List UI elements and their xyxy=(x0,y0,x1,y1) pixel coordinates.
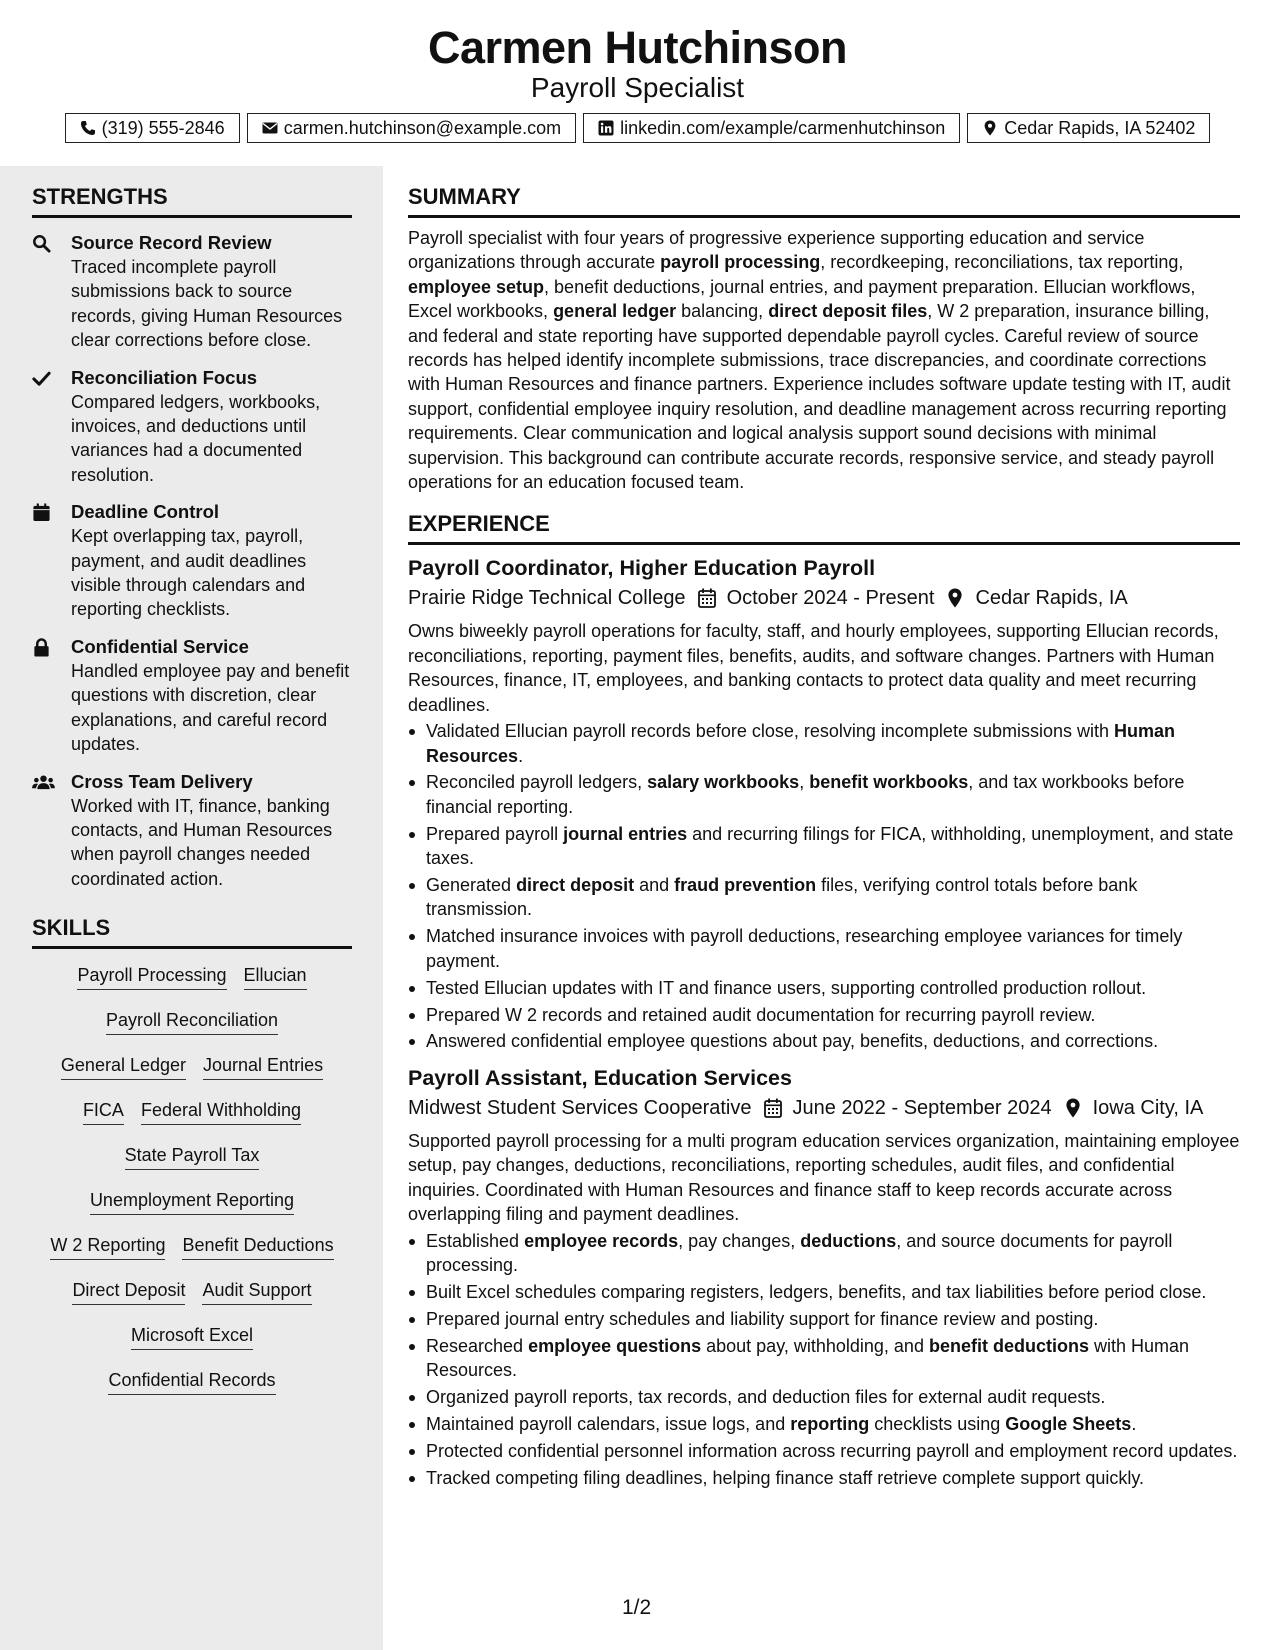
bold-keyword: payroll processing xyxy=(660,252,821,273)
map-pin-icon xyxy=(1064,1098,1082,1118)
main-content xyxy=(408,166,1240,1493)
phone-icon xyxy=(80,120,96,136)
bold-keyword: benefit deductions xyxy=(928,1335,1089,1356)
strength-desc: Compared ledgers, workbooks, invoices, and deductions until variances had a documented resolution. xyxy=(71,391,321,485)
job-bullet: Established employee records, pay changes, deductions, and source documents for payroll processing. xyxy=(408,1229,1240,1278)
bold-keyword: journal entries xyxy=(563,823,688,844)
bold-keyword: salary workbooks xyxy=(647,772,800,793)
summary-heading: SUMMARY xyxy=(408,184,1240,218)
job-company: Midwest Student Services Cooperative xyxy=(408,1096,752,1119)
job-bullet: Researched employee questions about pay, withholding, and benefit deductions with Human Resources. xyxy=(408,1334,1240,1383)
strength-item xyxy=(32,231,352,353)
contact-linkedin[interactable] xyxy=(583,113,960,143)
job-meta xyxy=(408,1094,1240,1122)
bold-keyword: employee questions xyxy=(528,1335,702,1356)
skill-tag: Audit Support xyxy=(202,1280,311,1305)
strength-desc: Kept overlapping tax, payroll, payment, and audit deadlines visible through calendars and reporting checklists. xyxy=(71,526,307,620)
skill-tag: Ellucian xyxy=(244,965,307,990)
resume-header xyxy=(0,0,1275,166)
experience-heading: EXPERIENCE xyxy=(408,511,1240,545)
bold-keyword: employee setup xyxy=(408,276,545,297)
skills-list xyxy=(32,959,352,1409)
skill-tag: General Ledger xyxy=(61,1055,186,1080)
skill-tag: Benefit Deductions xyxy=(182,1235,333,1260)
strength-title: Source Record Review xyxy=(71,232,272,253)
job-description: Owns biweekly payroll operations for faculty, staff, and hourly employees, supporting Ellucian records, reconciliations, reporting, payment files, benefits, audits, and software changes. Partners with Human Resources, finance, IT, employees, and banking contacts to protect data quality and meet recurring deadlines. xyxy=(408,621,1219,715)
contact-bar xyxy=(0,113,1275,143)
job-bullet: Prepared journal entry schedules and liability support for finance review and posting. xyxy=(408,1307,1240,1331)
strength-item xyxy=(32,366,352,488)
skill-tag: Payroll Processing xyxy=(77,965,226,990)
bold-keyword: Google Sheets xyxy=(1005,1413,1132,1434)
summary-text: Payroll specialist with four years of progressive experience supporting education and service organizations through accurate payroll processing, recordkeeping, reconciliations, tax reporting, employee setup, benefit deductions, journal entries, and payment preparation. Ellucian workflows, Excel workbooks, general ledger balancing, direct deposit files, W 2 preparation, insurance billing, and federal and state reporting have supported dependable payroll cycles. Careful review of source records has helped identify incomplete submissions, trace discrepancies, and coordinate corrections with Human Resources and finance partners. Experience includes software update testing with IT, audit support, confidential employee inquiry resolution, and deadline management across recurring reporting requirements. Clear communication and logical analysis support sound decisions with minimal supervision. This background can contribute accurate records, responsive service, and steady payroll operations for an education focused team. xyxy=(408,228,1231,493)
skill-tag: Payroll Reconciliation xyxy=(106,1010,278,1035)
job-entry xyxy=(408,554,1240,1053)
envelope-icon xyxy=(262,120,278,136)
strengths-heading: STRENGTHS xyxy=(32,184,352,218)
job-bullet: Protected confidential personnel information across recurring payroll and employment record updates. xyxy=(408,1439,1240,1463)
skill-tag: Federal Withholding xyxy=(141,1100,301,1125)
strength-title: Reconciliation Focus xyxy=(71,366,258,388)
skill-tag: Microsoft Excel xyxy=(131,1325,253,1350)
strength-item xyxy=(32,500,352,622)
job-bullet: Generated direct deposit and fraud prevention files, verifying control totals before bank transmission. xyxy=(408,873,1240,922)
job-bullet: Reconciled payroll ledgers, salary workbooks, benefit workbooks, and tax workbooks before financial reporting. xyxy=(408,770,1240,819)
bold-keyword: deductions xyxy=(800,1230,897,1251)
job-title: Payroll Assistant, Education Services xyxy=(408,1065,792,1090)
job-bullet: Prepared W 2 records and retained audit documentation for recurring payroll review. xyxy=(408,1003,1240,1027)
job-bullet: Validated Ellucian payroll records before close, resolving incomplete submissions with Human Resources. xyxy=(408,719,1240,768)
map-pin-icon xyxy=(946,588,964,608)
contact-email[interactable] xyxy=(247,113,576,143)
strength-title: Cross Team Delivery xyxy=(71,770,253,792)
job-bullet: Matched insurance invoices with payroll deductions, researching employee variances for timely payment. xyxy=(408,924,1240,973)
calendar-icon xyxy=(764,1098,782,1118)
skill-tag: Direct Deposit xyxy=(72,1280,185,1305)
candidate-name: Carmen Hutchinson xyxy=(427,22,848,73)
skill-tag: Journal Entries xyxy=(203,1055,323,1080)
job-bullet: Maintained payroll calendars, issue logs, and reporting checklists using Google Sheets. xyxy=(408,1412,1240,1436)
contact-text: linkedin.com/example/carmenhutchinson xyxy=(620,117,946,138)
job-location: Iowa City, IA xyxy=(1092,1096,1204,1119)
job-bullet: Tracked competing filing deadlines, helping finance staff retrieve complete support quickly. xyxy=(408,1466,1240,1490)
skill-tag: Confidential Records xyxy=(108,1370,275,1395)
job-dates: June 2022 - September 2024 xyxy=(792,1096,1052,1119)
job-company: Prairie Ridge Technical College xyxy=(408,587,686,610)
job-entry xyxy=(408,1064,1240,1490)
bold-keyword: fraud prevention xyxy=(674,875,817,896)
strength-desc: Handled employee pay and benefit questions with discretion, clear explanations, and careful record updates. xyxy=(71,660,350,755)
job-dates: October 2024 - Present xyxy=(726,587,935,610)
search-icon xyxy=(32,234,51,253)
bold-keyword: Human Resources xyxy=(426,721,1176,766)
job-description: Supported payroll processing for a multi program education services organization, maintaining employee setup, pay changes, deductions, reconciliations, reporting schedules, audit files, and confidential inquiries. Coordinated with Human Resources and finance staff to keep records accurate across overlapping filing and payment deadlines. xyxy=(408,1130,1240,1225)
calendar-icon xyxy=(698,588,716,608)
skill-tag: W 2 Reporting xyxy=(50,1235,165,1260)
sidebar xyxy=(0,166,383,1650)
candidate-title: Payroll Specialist xyxy=(530,72,745,103)
strength-title: Confidential Service xyxy=(71,635,249,657)
map-pin-icon xyxy=(982,120,998,136)
job-bullet: Built Excel schedules comparing registers, ledgers, benefits, and tax liabilities before period close. xyxy=(408,1280,1240,1304)
skill-tag: State Payroll Tax xyxy=(125,1145,260,1170)
skills-heading: SKILLS xyxy=(32,915,352,949)
strength-title: Deadline Control xyxy=(71,501,220,523)
skill-tag: Unemployment Reporting xyxy=(90,1190,294,1215)
contact-text: carmen.hutchinson@example.com xyxy=(283,117,562,138)
contact-phone[interactable] xyxy=(65,113,240,143)
job-bullet: Tested Ellucian updates with IT and finance users, supporting controlled production rollout. xyxy=(408,976,1240,1000)
strength-desc: Traced incomplete payroll submissions back to source records, giving Human Resources clear corrections before close. xyxy=(71,257,343,351)
job-bullet: Organized payroll reports, tax records, and deduction files for external audit requests. xyxy=(408,1385,1240,1409)
bold-keyword: general ledger xyxy=(553,301,677,322)
bold-keyword: benefit workbooks xyxy=(809,772,969,793)
job-bullet: Prepared payroll journal entries and recurring filings for FICA, withholding, unemployment, and state taxes. xyxy=(408,822,1240,871)
job-location: Cedar Rapids, IA xyxy=(975,587,1128,610)
contact-location xyxy=(967,113,1210,143)
bold-keyword: employee records xyxy=(524,1230,679,1251)
job-bullets xyxy=(408,719,1240,1054)
strength-desc: Worked with IT, finance, banking contacts, and Human Resources when payroll changes needed coordinated action. xyxy=(71,795,333,889)
check-icon xyxy=(32,369,51,388)
users-icon xyxy=(32,773,55,792)
bold-keyword: reporting xyxy=(790,1413,870,1434)
strength-item xyxy=(32,635,352,757)
contact-text: Cedar Rapids, IA 52402 xyxy=(1004,117,1196,138)
contact-text: (319) 555-2846 xyxy=(101,117,225,138)
job-title: Payroll Coordinator, Higher Education Payroll xyxy=(408,556,876,581)
skill-tag: FICA xyxy=(83,1100,124,1125)
strength-item xyxy=(32,770,352,892)
linkedin-icon xyxy=(598,120,614,136)
page-number: 1/2 xyxy=(622,1596,652,1619)
bold-keyword: direct deposit files xyxy=(768,301,928,322)
calendar-icon xyxy=(32,503,51,522)
job-bullets xyxy=(408,1229,1240,1491)
bold-keyword: direct deposit xyxy=(516,875,635,896)
lock-icon xyxy=(32,638,51,657)
job-bullet: Answered confidential employee questions about pay, benefits, deductions, and corrections. xyxy=(408,1029,1240,1053)
job-meta xyxy=(408,584,1240,612)
